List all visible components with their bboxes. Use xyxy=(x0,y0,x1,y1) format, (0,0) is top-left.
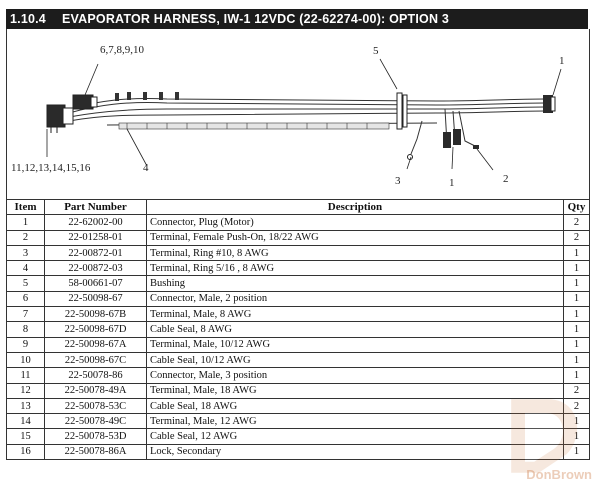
cell-part-number: 22-50098-67D xyxy=(45,322,147,337)
cell-description: Lock, Secondary xyxy=(147,444,564,459)
cell-qty: 1 xyxy=(564,322,590,337)
cell-description: Cable Seal, 8 AWG xyxy=(147,322,564,337)
watermark-text: DonBrown xyxy=(526,467,592,482)
conduit-sleeve xyxy=(119,123,389,129)
cell-qty: 1 xyxy=(564,337,590,352)
cell-part-number: 22-62002-00 xyxy=(45,215,147,230)
cell-part-number: 22-50098-67A xyxy=(45,337,147,352)
callout-1: 1 xyxy=(449,177,455,189)
connector-2pos xyxy=(73,95,97,109)
cell-description: Terminal, Male, 10/12 AWG xyxy=(147,337,564,352)
table-row xyxy=(7,230,590,245)
harness-diagram xyxy=(6,29,590,199)
cell-part-number: 22-50078-53D xyxy=(45,429,147,444)
cell-item: 4 xyxy=(7,261,45,276)
table-row xyxy=(7,215,590,230)
bushing xyxy=(397,93,407,129)
cell-qty: 1 xyxy=(564,291,590,306)
table-row xyxy=(7,261,590,276)
cell-qty: 1 xyxy=(564,444,590,459)
cell-qty: 1 xyxy=(564,429,590,444)
table-row xyxy=(7,368,590,383)
wire-2 xyxy=(69,102,545,113)
cell-qty: 1 xyxy=(564,245,590,260)
leader-lines xyxy=(47,59,561,170)
cell-item: 9 xyxy=(7,337,45,352)
cell-item: 2 xyxy=(7,230,45,245)
cell-description: Cable Seal, 12 AWG xyxy=(147,429,564,444)
table-row xyxy=(7,322,590,337)
wire-4 xyxy=(69,111,545,121)
callout-11-16: 11,12,13,14,15,16 xyxy=(11,162,91,174)
cell-part-number: 22-00872-03 xyxy=(45,261,147,276)
cell-qty: 2 xyxy=(564,215,590,230)
callout-6-10: 6,7,8,9,10 xyxy=(100,44,144,56)
section-title: EVAPORATOR HARNESS, IW-1 12VDC (22-62274-00): OPTION 3 xyxy=(62,12,450,26)
cell-part-number: 22-00872-01 xyxy=(45,245,147,260)
cell-description: Terminal, Ring 5/16 , 8 AWG xyxy=(147,261,564,276)
cell-item: 7 xyxy=(7,307,45,322)
cell-description: Terminal, Ring #10, 8 AWG xyxy=(147,245,564,260)
callout-2: 2 xyxy=(503,173,509,185)
cell-item: 12 xyxy=(7,383,45,398)
cell-description: Terminal, Male, 8 AWG xyxy=(147,307,564,322)
callout-3: 3 xyxy=(395,175,401,187)
cell-item: 6 xyxy=(7,291,45,306)
cell-part-number: 22-50098-67 xyxy=(45,291,147,306)
table-row xyxy=(7,245,590,260)
cell-description: Connector, Plug (Motor) xyxy=(147,215,564,230)
cell-description: Cable Seal, 18 AWG xyxy=(147,398,564,413)
cell-part-number: 22-50078-53C xyxy=(45,398,147,413)
cell-part-number: 22-50078-49C xyxy=(45,414,147,429)
col-qty: Qty xyxy=(564,200,590,215)
cell-part-number: 22-50098-67B xyxy=(45,307,147,322)
cell-qty: 1 xyxy=(564,307,590,322)
cell-item: 13 xyxy=(7,398,45,413)
cell-item: 11 xyxy=(7,368,45,383)
motor-connector-1 xyxy=(443,129,461,148)
cell-item: 16 xyxy=(7,444,45,459)
table-header-row xyxy=(7,200,590,215)
cell-qty: 2 xyxy=(564,383,590,398)
cell-description: Terminal, Male, 12 AWG xyxy=(147,414,564,429)
table-row xyxy=(7,337,590,352)
cell-part-number: 22-50078-86 xyxy=(45,368,147,383)
cell-qty: 1 xyxy=(564,352,590,367)
cell-qty: 1 xyxy=(564,368,590,383)
cell-description: Terminal, Female Push-On, 18/22 AWG xyxy=(147,230,564,245)
cell-part-number: 22-50078-49A xyxy=(45,383,147,398)
cell-description: Terminal, Male, 18 AWG xyxy=(147,383,564,398)
cell-item: 1 xyxy=(7,215,45,230)
callout-4: 4 xyxy=(143,162,149,174)
table-row xyxy=(7,352,590,367)
cell-part-number: 22-50078-86A xyxy=(45,444,147,459)
cell-qty: 1 xyxy=(564,276,590,291)
cell-qty: 1 xyxy=(564,414,590,429)
cell-description: Bushing xyxy=(147,276,564,291)
cell-qty: 1 xyxy=(564,261,590,276)
connector-right xyxy=(543,95,555,113)
cell-part-number: 58-00661-07 xyxy=(45,276,147,291)
cell-qty: 2 xyxy=(564,398,590,413)
cell-description: Cable Seal, 10/12 AWG xyxy=(147,352,564,367)
table-row xyxy=(7,307,590,322)
cell-part-number: 22-01258-01 xyxy=(45,230,147,245)
col-item: Item xyxy=(7,200,45,215)
cell-description: Connector, Male, 2 position xyxy=(147,291,564,306)
col-part-number: Part Number xyxy=(45,200,147,215)
cell-item: 14 xyxy=(7,414,45,429)
table-row xyxy=(7,276,590,291)
cell-item: 10 xyxy=(7,352,45,367)
table-row xyxy=(7,291,590,306)
cell-item: 8 xyxy=(7,322,45,337)
section-header xyxy=(6,9,588,29)
top-strip xyxy=(0,0,600,9)
section-number: 1.10.4 xyxy=(10,12,46,26)
cell-item: 15 xyxy=(7,429,45,444)
connector-left xyxy=(47,105,73,133)
callout-5: 5 xyxy=(373,45,379,57)
callout-1-right: 1 xyxy=(559,55,565,67)
cell-part-number: 22-50098-67C xyxy=(45,352,147,367)
cell-item: 3 xyxy=(7,245,45,260)
terminal-2 xyxy=(473,145,479,149)
cell-qty: 2 xyxy=(564,230,590,245)
cell-description: Connector, Male, 3 position xyxy=(147,368,564,383)
harness-drawing xyxy=(7,29,589,199)
col-description: Description xyxy=(147,200,564,215)
cell-item: 5 xyxy=(7,276,45,291)
